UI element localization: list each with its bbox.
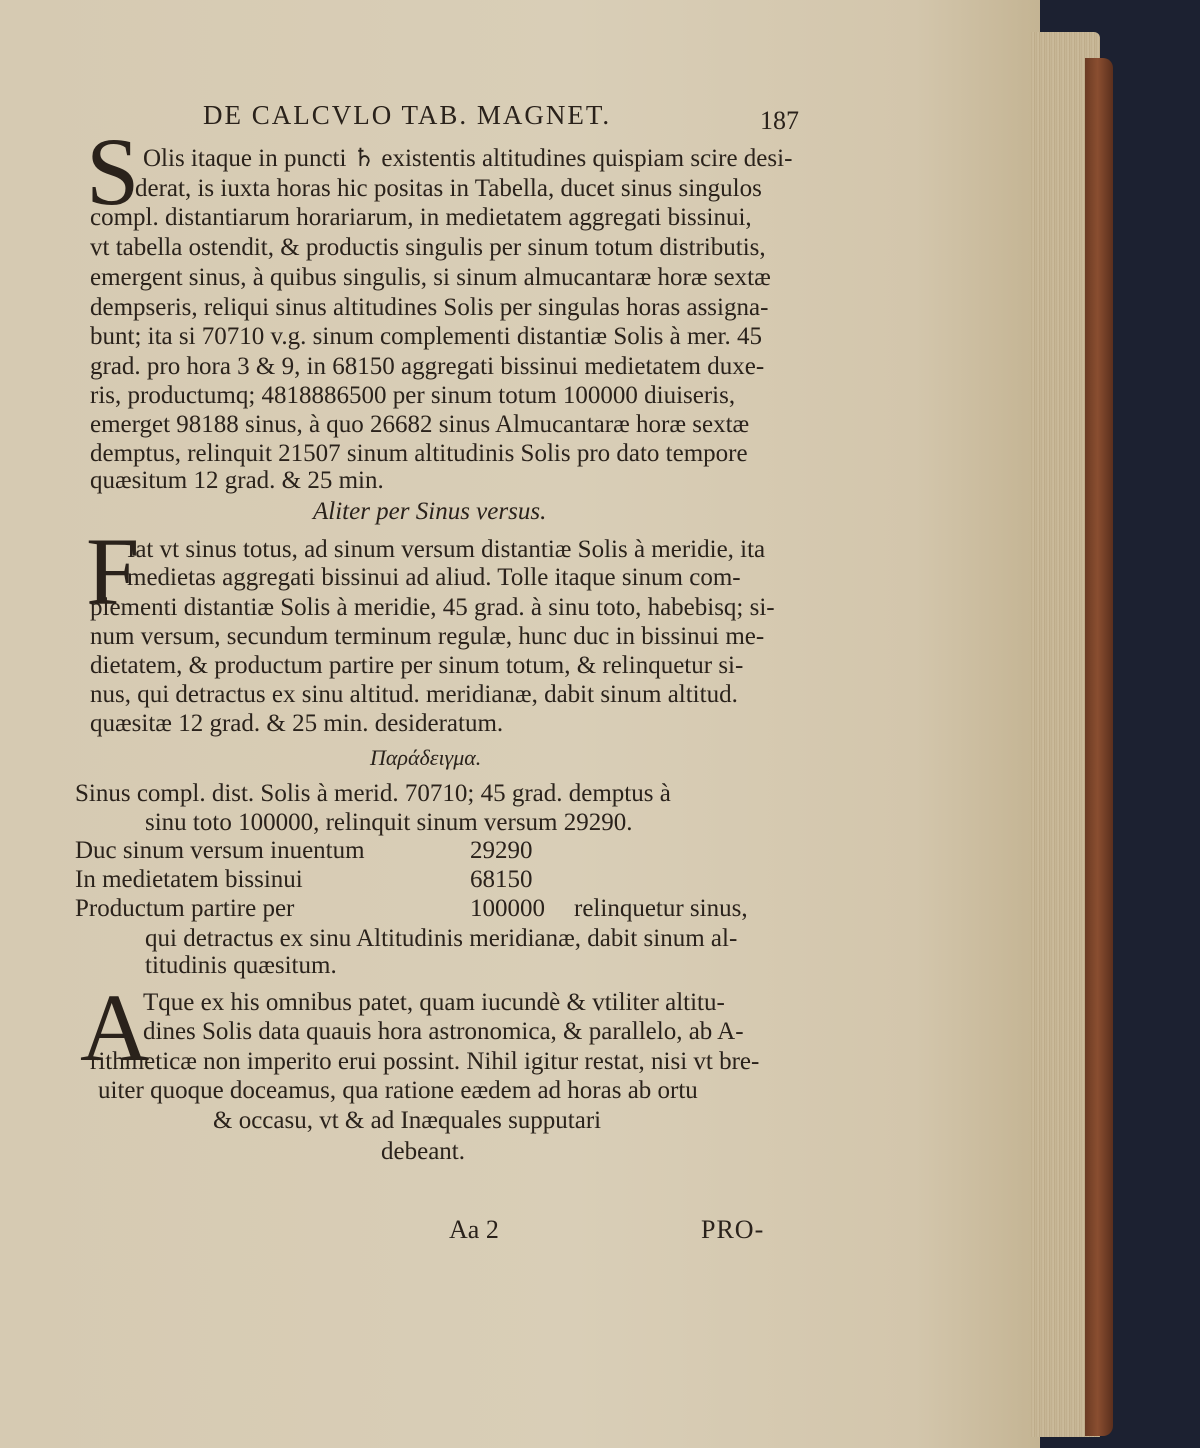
- signature-mark: Aa 2: [449, 1215, 499, 1244]
- example-row-value: 100000: [470, 895, 545, 922]
- text-line: uiter quoque doceamus, qua ratione eædem ad horas ab ortu: [98, 1077, 698, 1104]
- text-line: Iat vt sinus totus, ad sinum versum distantiæ Solis à meridie, ita: [127, 536, 766, 563]
- text-line: compl. distantiarum horariarum, in medietatem aggregati bissinui,: [90, 204, 752, 231]
- page-number: 187: [760, 106, 799, 135]
- text-line: bunt; ita si 70710 v.g. sinum complementi distantiæ Solis à mer. 45: [90, 323, 762, 350]
- example-row-value: 29290: [470, 837, 533, 864]
- text-line: plementi distantiæ Solis à meridie, 45 grad. à sinu toto, habebisq; si-: [90, 594, 775, 621]
- example-row-label: Productum partire per: [75, 895, 295, 922]
- text-line: ris, productumq; 4818886500 per sinum totum 100000 diuiseris,: [90, 382, 736, 409]
- drop-cap-a: A: [80, 974, 150, 1081]
- catchword: PRO-: [701, 1215, 765, 1244]
- text-line: debeant.: [381, 1138, 465, 1165]
- text-line: emergent sinus, à quibus singulis, si sinum almucantaræ horæ sextæ: [90, 264, 771, 291]
- text-line: Tque ex his omnibus patet, quam iucundè & vtiliter altitu-: [143, 989, 725, 1016]
- example-row-label: Duc sinum versum inuentum: [75, 837, 365, 864]
- text-line: dietatem, & productum partire per sinum totum, & relinquetur si-: [90, 652, 744, 679]
- drop-cap-s: S: [86, 118, 140, 225]
- subheading-greek: Παράδειγμα.: [370, 745, 482, 770]
- text-line: dempseris, reliqui sinus altitudines Solis per singulas horas assigna-: [90, 294, 769, 321]
- example-line: sinu toto 100000, relinquit sinum versum 29290.: [145, 809, 633, 836]
- text-line: derat, is iuxta horas hic positas in Tabella, ducet sinus singulos: [135, 175, 762, 202]
- example-row-value: 68150: [470, 866, 533, 893]
- drop-cap-f: F: [86, 518, 140, 625]
- text-line: nus, qui detractus ex sinu altitud. meridianæ, dabit sinum altitud.: [90, 681, 738, 708]
- text-line: quæsitum 12 grad. & 25 min.: [90, 467, 384, 494]
- subheading: Aliter per Sinus versus.: [313, 498, 547, 525]
- text-line: demptus, relinquit 21507 sinum altitudinis Solis pro dato tempore: [90, 440, 748, 467]
- example-row-note: relinquetur sinus,: [574, 895, 748, 922]
- text-line: medietas aggregati bissinui ad aliud. Tolle itaque sinum com-: [127, 564, 741, 591]
- example-line: Sinus compl. dist. Solis à merid. 70710; 45 grad. demptus à: [75, 780, 671, 807]
- text-line: grad. pro hora 3 & 9, in 68150 aggregati bissinui medietatem duxe-: [90, 353, 765, 380]
- example-line: titudinis quæsitum.: [145, 952, 337, 979]
- text-line: quæsitæ 12 grad. & 25 min. desideratum.: [90, 710, 504, 737]
- text-line: Olis itaque in puncti ♄ existentis altitudines quispiam scire desi-: [143, 145, 793, 172]
- example-line: qui detractus ex sinu Altitudinis meridianæ, dabit sinum al-: [145, 925, 738, 952]
- text-line: vt tabella ostendit, & productis singulis per sinum totum distributis,: [90, 234, 766, 261]
- text-line: rithmeticæ non imperito erui possint. Nihil igitur restat, nisi vt bre-: [90, 1048, 760, 1075]
- text-line: emerget 98188 sinus, à quo 26682 sinus Almucantaræ horæ sextæ: [90, 411, 750, 438]
- book-cover-edge: [1085, 58, 1113, 1436]
- text-line: dines Solis data quauis hora astronomica, & parallelo, ab A-: [143, 1018, 744, 1045]
- example-row-label: In medietatem bissinui: [75, 866, 303, 893]
- running-title: DE CALCVLO TAB. MAGNET.: [203, 100, 612, 130]
- text-line: & occasu, vt & ad Inæquales supputari: [213, 1107, 602, 1134]
- text-line: num versum, secundum terminum regulæ, hunc duc in bissinui me-: [90, 623, 765, 650]
